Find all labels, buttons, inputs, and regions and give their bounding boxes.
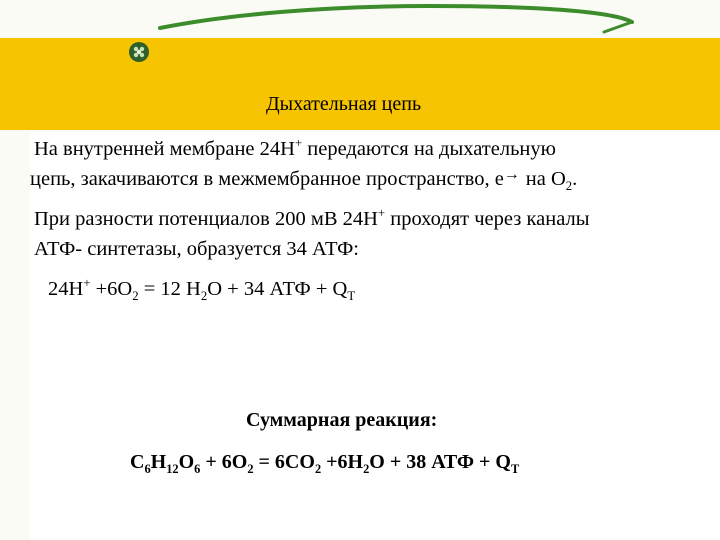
- eq-subscript: Т: [347, 289, 356, 304]
- text-run: проходят через каналы: [385, 208, 590, 230]
- eq-subscript: 6: [144, 462, 151, 476]
- text-run: на О: [525, 168, 566, 190]
- arrow-icon: →: [503, 166, 520, 183]
- summary-title: Суммарная реакция:: [246, 409, 438, 431]
- eq-subscript: 2: [247, 462, 254, 476]
- eq-run: 24Н: [48, 278, 84, 300]
- superscript: +: [294, 136, 303, 151]
- paragraph-2: [34, 204, 589, 264]
- subscript: 2: [565, 179, 573, 194]
- text-run: При разности потенциалов 200 мВ 24Н: [34, 208, 378, 230]
- eq-subscript: 6: [194, 462, 201, 476]
- eq-run: Н: [150, 451, 167, 473]
- eq-superscript: +: [83, 276, 91, 291]
- eq-run: О + 34 АТФ + Q: [207, 278, 348, 300]
- eq-subscript: 2: [200, 289, 208, 304]
- swoosh-tail: [604, 22, 632, 32]
- paragraph-2-line-1: [34, 204, 589, 234]
- eq-run: + 6О: [200, 451, 248, 473]
- eq-subscript: 2: [363, 462, 370, 476]
- paragraph-1-line-2: [30, 164, 694, 196]
- eq-run: О: [178, 451, 195, 473]
- text-run: На внутренней мембране 24Н: [34, 138, 295, 160]
- eq-run: +6Н: [321, 451, 364, 473]
- swoosh-curve: [160, 6, 632, 28]
- superscript: +: [377, 206, 386, 221]
- equation-2: [130, 451, 519, 474]
- paragraph-2-line-2: АТФ- синтетазы, образуется 34 АТФ:: [34, 238, 359, 260]
- eq-run: +6О: [90, 278, 133, 300]
- eq-subscript: 2: [132, 289, 139, 304]
- text-run: .: [572, 168, 578, 190]
- eq-run: С: [130, 451, 145, 473]
- eq-subscript: Т: [510, 462, 520, 476]
- equation-1: [48, 276, 356, 304]
- paragraph-1: [30, 134, 694, 196]
- eq-run: О + 38 АТФ + Q: [369, 451, 511, 473]
- globe-icon: [129, 42, 149, 62]
- text-run: передаются на дыхательную: [302, 138, 556, 160]
- text-run: цепь, закачиваются в межмембранное пространство, е: [30, 168, 504, 190]
- paragraph-1-line-1: [34, 134, 694, 164]
- eq-run: = 6СО: [253, 451, 315, 473]
- eq-subscript: 12: [166, 462, 179, 476]
- eq-subscript: 2: [314, 462, 322, 476]
- eq-run: = 12 Н: [138, 278, 201, 300]
- slide-title: Дыхательная цепь: [266, 93, 422, 115]
